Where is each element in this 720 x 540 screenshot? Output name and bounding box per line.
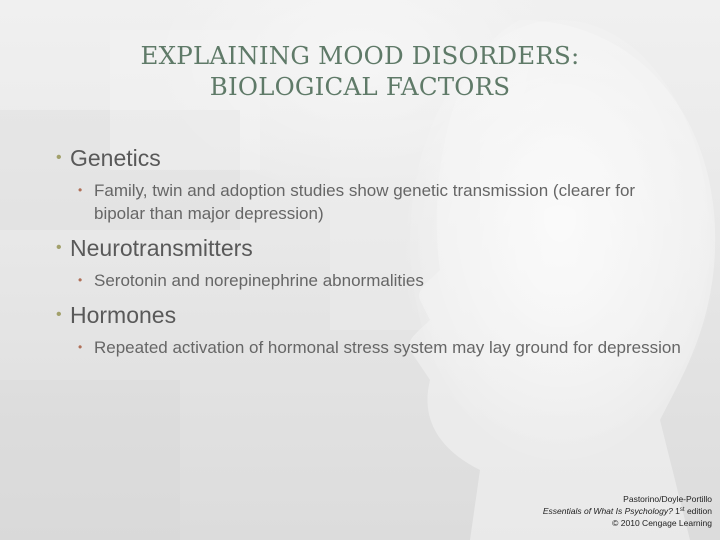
- bullet-hormones: [56, 300, 686, 330]
- footer-book-title: Essentials of What Is Psychology?: [542, 506, 673, 516]
- sub-bullet-text: Serotonin and norepinephrine abnormalities: [94, 271, 424, 290]
- slide-title: [60, 40, 660, 102]
- footer-book-line: [412, 505, 712, 517]
- bullet-marker: •: [56, 306, 62, 323]
- footer-edition-suffix: st: [679, 507, 685, 513]
- bullet-text: Genetics: [70, 145, 161, 171]
- footer-edition-word: edition: [684, 506, 712, 516]
- bullet-text: Hormones: [70, 302, 177, 328]
- footer-edition-number: 1: [675, 506, 680, 516]
- bullet-marker: •: [56, 239, 62, 256]
- sub-bullet-text: Family, twin and adoption studies show genetic transmission (clearer for bipolar than major depression): [94, 181, 636, 223]
- sub-bullet-serotonin: [56, 269, 686, 292]
- bullet-genetics: [56, 143, 686, 173]
- sub-bullet-marker: •: [78, 183, 83, 197]
- footer-authors: Pastorino/Doyle-Portillo: [623, 494, 712, 504]
- sub-bullet-text: Repeated activation of hormonal stress system may lay ground for depression: [94, 338, 681, 357]
- slide-title-line: BIOLOGICAL FACTORS: [209, 72, 511, 101]
- sub-bullet-genetic-transmission: [56, 179, 686, 225]
- bullet-marker: •: [56, 149, 62, 166]
- sub-bullet-marker: •: [78, 340, 83, 354]
- slide-title-line: EXPLAINING MOOD DISORDERS:: [140, 41, 580, 70]
- slide-footer: [412, 493, 712, 529]
- footer-copyright: © 2010 Cengage Learning: [612, 518, 712, 528]
- bullet-list: [56, 143, 686, 367]
- bullet-neurotransmitters: [56, 233, 686, 263]
- sub-bullet-stress-system: [56, 336, 686, 359]
- sub-bullet-marker: •: [78, 273, 83, 287]
- bullet-text: Neurotransmitters: [70, 235, 253, 261]
